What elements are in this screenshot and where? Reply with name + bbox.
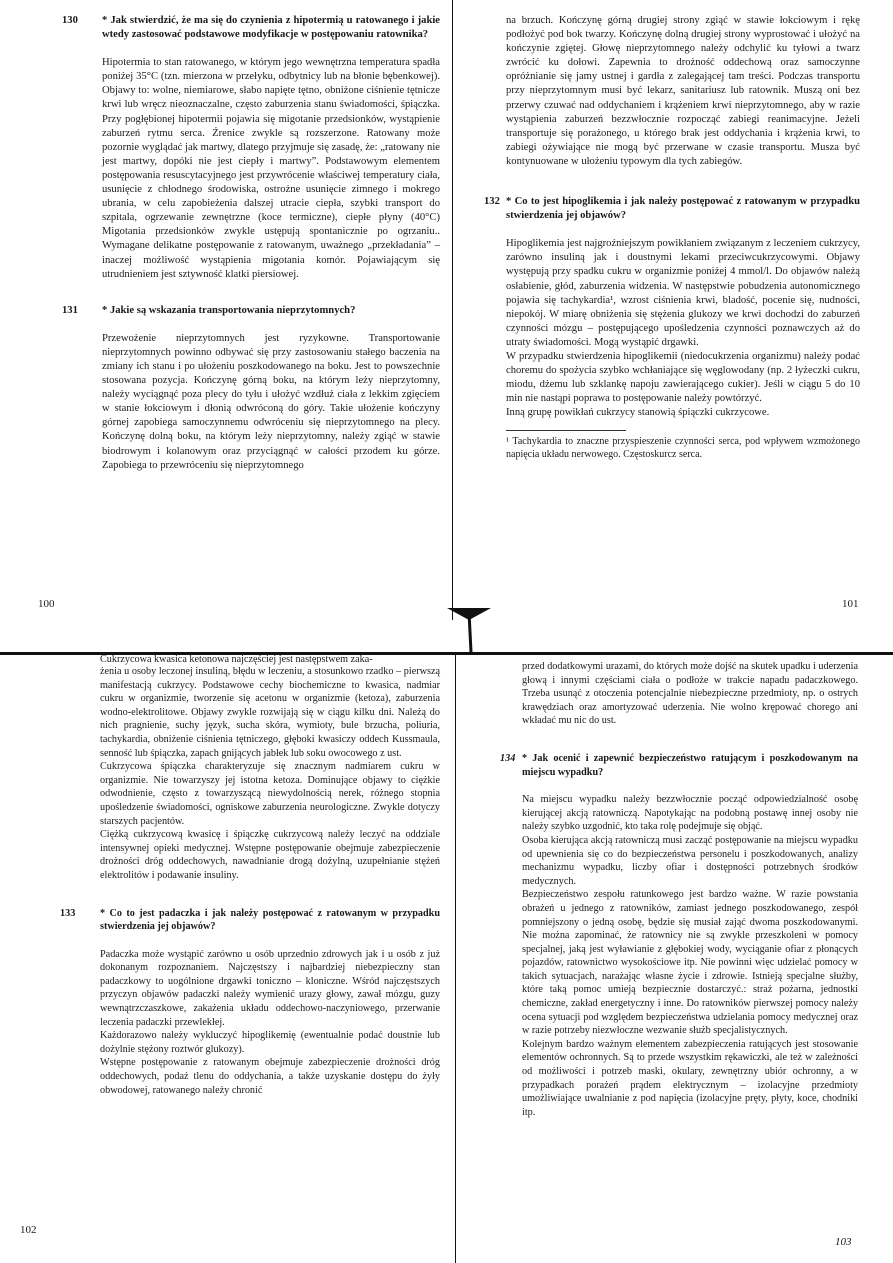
question-title: * Co to jest hipoglikemia i jak należy postępować z ratowanym w przypadku stwierdzenia jej objawów?	[506, 196, 860, 222]
paragraph: Przewożenie nieprzytomnych jest ryzykowne. Transportowanie nieprzytomnych powinno odbywać się przy zastosowaniu stałego baczenia na zmiany ich stanu i po ułożeniu poszkodowanego na boku. Jest to powszechnie stosowana pozycja. Kończynę górną boku, na którym leży nieprzytomny, należy wyciągnąć poza plecy do tyłu i ułożyć wzdłuż ciała z lekkim zgięciem w stanie łokciowym i dłonią odwróconą do góry. Takie ułożenie kończyny górnej zapobiega samoczynnemu odwróceniu się nieprzytomnego na plecy. Kończynę dolną boku, na którym leży nieprzytomny, należy zgiąć w stawie biodrowym i kolanowym oraz przyciągnąć w całości przodem ku górze. Zapobiega to przewróceniu się nieprzytomnego	[102, 332, 440, 471]
paragraph: Każdorazowo należy wykluczyć hipoglikemię (ewentualnie podać doustnie lub dożylnie stężony roztwór glukozy).	[100, 1030, 440, 1055]
paragraph: Inną grupę powikłań cukrzycy stanowią śpiączki cukrzycowe.	[506, 407, 770, 419]
page-100	[62, 14, 440, 473]
center-gutter-bottom	[455, 655, 456, 1263]
paragraph: przed dodatkowymi urazami, do których może dojść na skutek upadku i uderzenia głową i innymi częściami ciała o podłoże w trakcie napadu padaczkowego. Trzeba usunąć z otoczenia potencjalnie niebezpieczne przedmioty, np. o ostrych krawędziach oraz amortyzować uderzenia. Nie wolno krępować chorego ani wkładać mu nic do ust.	[522, 661, 858, 727]
paragraph: Bezpieczeństwo zespołu ratunkowego jest bardzo ważne. W razie powstania obrażeń u jednego z ratowników, zamiast jednego poszkodowanego, zespół pomniejszony o jedną osobę, będzie się musiał zająć dwoma poszkodowanymi. Nie można zapominać, że ratownicy nie są zwykle przeszkoleni w pomocy specjalnej, jaką jest wyławianie z głębokiej wody, wyciąganie ofiar z płonących pojazdów, ratownictwo wysokościowe itp. Nie powinni więc udzielać pomocy w takich sytuacjach, narażając własne życie i zdrowie. Istnieją specjalne służby, które taką pomoc umieją bezpiecznie dostarczyć.: straż pożarna, jednostki chemiczne, zakład energetyczny i inne. Do ratowników pierwszej pomocy należy ocena sytuacji pod względem bezpieczeństwa udzielania pomocy medycznej oraz w razie potrzeby niezwłoczne wezwanie służb specjalistycznych.	[522, 889, 858, 1037]
paragraph: Hipoglikemia jest najgroźniejszym powikłaniem związanym z leczeniem cukrzycy, zarówno insuliną jak i doustnymi lekami przeciwcukrzycowymi. Objawy występują przy spadku cukru w organizmie poniżej 4 mmol/l. Do objawów należą osłabienie, głód, zaburzenia widzenia. W następstwie pobudzenia autonomicznego pojawia się tachykardia¹, wzrost ciśnienia krwi, bladość, pocenie się, nudności, niepokój. W miarę obniżenia się stężenia glukozy we krwi dochodzi do zaburzeń czynności mózgu – postępującego upośledzenia czynności poznawczych aż do utraty świadomości. Mogą wystąpić drgawki.	[506, 238, 860, 348]
question-number: 131	[62, 304, 78, 316]
page-101	[484, 14, 860, 461]
paragraph: Padaczka może wystąpić zarówno u osób uprzednio zdrowych jak i u osób z już dokonanym rozpoznaniem. Najczęstszy i najbardziej niebezpieczny stan padaczkowy to uogólnione drgawki toniczno – kloniczne. Wśród najczęstszych przyczyn objawów padaczki należy wymienić urazy głowy, zawał mózgu, guzy wewnątrzczaszkowe, zakażenia układu oddechowo-naczyniowego, przerwanie leczenia padaczki przewlekłej.	[100, 948, 440, 1028]
cut-header-line: Cukrzycowa kwasica ketonowa najczęściej jest następstwem zaka-	[100, 655, 373, 665]
paragraph: Na miejscu wypadku należy bezzwłocznie począć odpowiedzialność osobę kierującej akcją ratowniczą. Napotykając na podobną postawę innej osoby nie należy szybko uzgodnić, kto taka rolę podejmuje się objąć.	[522, 794, 858, 833]
question-number: 130	[62, 15, 78, 26]
page-number-100: 100	[38, 598, 55, 610]
footnote: ¹ Tachykardia to znaczne przyspieszenie czynności serca, pod wpływem wzmożonego napięcia układu nerwowego. Częstoskurcz serca.	[506, 436, 860, 461]
page-number-102: 102	[20, 1224, 37, 1236]
paragraph: Ciężką cukrzycową kwasicę i śpiączkę cukrzycową należy leczyć na oddziale intensywnej opieki medycznej. Wstępne postępowanie obejmuje zabezpieczenie drożności dróg oddechowych, nawadnianie drogą dożylną, uzupełnianie stężeń elektrolitów i podawanie insuliny.	[100, 829, 440, 881]
question-134-heading	[500, 752, 858, 779]
paragraph: W przypadku stwierdzenia hipoglikemii (niedocukrzenia organizmu) należy podać choremu do spożycia szybko wchłaniające się węglowodany (np. 2 łyżeczki cukru, miodu, dżemu lub szklankę napoju zawierającego cukier). Jeśli w ciągu 5 do 10 min nie nastąpi poprawa to postępowanie należy powtórzyć.	[506, 350, 860, 405]
paragraph: Hipotermia to stan ratowanego, w którym jego wewnętrzna temperatura spadła poniżej 35°C (tzn. mierzona w przełyku, odbytnicy lub na błonie bębenkowej). Objawy to: wolne, niemiarowe, słabo napięte tętno, obniżone ciśnienie tętnicze krwi lub wręcz nieoznaczalne, często zaburzenia stanu świadomości, śpiączka. Przy pogłębionej hipotermii pojawia się migotanie przedsionków, wystąpienie zaburzeń rytmu serca. Źrenice zwykle są rozszerzone. Ratowany może pozornie wyglądać jak martwy, dlatego przyjmuje się zasadę, że: „ratowany nie jest martwy, dopóki nie jest ciepły i martwy”. Podstawowym elementem postępowania resuscytacyjnego jest przywrócenie właściwej temperatury ciała, usunięcie z chłodnego środowiska, ostrożne usunięcie zimnego i mokrego ubrania, w celu zapobieżenia dalszej utracie ciepła, szybki transport do szpitala, ogrzewanie zewnętrzne (koce termiczne), ciepłe płyny (40°C) Migotania przedsionków zwykle ustępują spontanicznie po ogrzaniu.. Wymagane delikatne postępowanie z ratowanym, uważnego „przekładania” – inaczej możliwość wystąpienia migotania komór. Pojawiającym się utrudnieniem jest sztywność klatki piersiowej.	[102, 57, 440, 280]
page-102	[60, 655, 440, 1097]
question-title: * Co to jest padaczka i jak należy postępować z ratowanym w przypadku stwierdzenia jej objawów?	[100, 907, 440, 933]
question-title: * Jak ocenić i zapewnić bezpieczeństwo ratującym i poszkodowanym na miejscu wypadku?	[522, 752, 858, 778]
question-133-heading	[60, 907, 440, 934]
page-number-101: 101	[842, 598, 859, 610]
question-number: 133	[60, 907, 76, 919]
paragraph: na brzuch. Kończynę górną drugiej strony zgiąć w stawie łokciowym i rękę podłożyć pod bok twarzy. Kończynę dolną drugiej strony wyprostować i ułożyć na kończynie zgiętej. Głowę nieprzytomnego należy odchylić ku tyłowi a twarz zwrócić ku dołowi. Zapewnia to drożność oddechową oraz samoczynne opróżnianie się jamy ustnej i gardła z zalegającej tam treści. Podczas transportu przy nieprzytomnym musi być lekarz, sanitariusz lub ratownik. Muszą oni bez przerwy czuwać nad oddychaniem i krążeniem krwi nieprzytomnego, aby w razie wystąpienia zaburzeń bezzwłocznie rozpocząć zabiegi reanimacyjne. Jeżeli transportuje się porażonego, u którego brak jest oddychania i krążenia krwi, to zabiegi ożywiające nie mogą być przerwane w czasie transportu. Musza być kontynuowane w ułożeniu typowym dla tych zabiegów.	[506, 15, 860, 167]
question-number: 132	[484, 196, 500, 208]
question-title: * Jak stwierdzić, że ma się do czynienia z hipotermią u ratowanego i jakie wtedy zastosować podstawowe modyfikacje w postępowaniu ratownika?	[102, 15, 440, 41]
paragraph: Osoba kierująca akcją ratowniczą musi zacząć postępowanie na miejscu wypadku od upewnienia się co do bezpieczeństwa personelu i poszkodowanych, analizy mechanizmu wypadku, liczby ofiar i dostępności potrzebnych środków medycznych.	[522, 834, 858, 887]
center-gutter-top	[452, 0, 453, 620]
paragraph: Wstępne postępowanie z ratowanym obejmuje zabezpieczenie drożności dróg oddechowych, podaż tlenu do oddychania, a także uzyskanie dostępu do żyły obwodowej, ratowanego należy chronić	[100, 1057, 440, 1096]
question-132-heading	[484, 195, 860, 223]
paragraph: Kolejnym bardzo ważnym elementem zabezpieczenia ratujących jest stosowanie elementów ochronnych. Są to przede wszystkim rękawiczki, ale też w zależności od możliwości i potrzeb maski, okulary, zewnętrzny ubiór ochronny, a w przypadkach porażeń prądem elektrycznym – izolacyjne przedmioty umożliwiające uwalnianie z pod napięcia (izolacyjne pręty, płyty, koce, chodniki itp.	[522, 1038, 858, 1118]
paragraph: Cukrzycowa śpiączka charakteryzuje się znacznym nadmiarem cukru w organizmie. Nie towarzyszy jej istotna ketoza. Dominujące objawy to ciężkie odwodnienie, często z towarzyszącą niewydolnością nerek, różnego stopnia upośledzenie świadomości, ogniskowe zaburzenia neurologiczne. Zwykle dotyczy starszych pacjentów.	[100, 761, 440, 827]
fold-mark	[445, 606, 495, 654]
page-number-103: 103	[835, 1236, 852, 1248]
paragraph: żenia u osoby leczonej insuliną, błędu w leczeniu, a stosunkowo rzadko – pierwszą manifestacją cukrzycy. Podstawowe cechy biochemiczne to kwasica, nadmiar cukru w organizmie, tworzenie się acetonu w organizmie (ketoza), zaburzenia wodno-elektrolitowe. Objawy zwykle rozwijają się w ciągu kilku dni. Należą do nich pragnienie, suchy język, sucha skóra, wymioty, bule brzucha, poliuria, tachykardia, obniżenie ciśnienia tętniczego, głęboki kwasiczy oddech Kussmaula, senność lub śpiączka, zapach gnijących jabłek lub soku owocowego z ust.	[100, 666, 440, 759]
question-number: 134	[500, 752, 516, 764]
question-title: * Jakie są wskazania transportowania nieprzytomnych?	[102, 304, 356, 316]
question-130-heading	[62, 14, 440, 42]
question-131-heading	[62, 304, 440, 318]
page-103	[500, 660, 858, 1119]
